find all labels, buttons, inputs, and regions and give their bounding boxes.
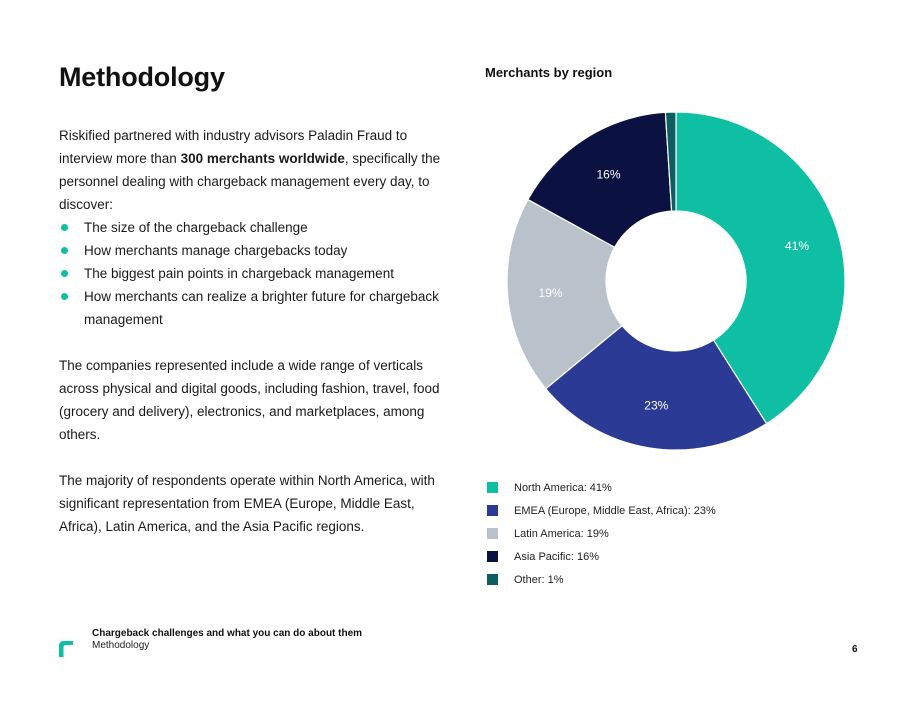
legend-swatch	[487, 551, 498, 562]
legend-item-emea	[487, 499, 716, 522]
legend-swatch	[487, 528, 498, 539]
legend-item-asia-pacific	[487, 545, 716, 568]
regions-paragraph: The majority of respondents operate within North America, with significant representation from EMEA (Europe, Middle East, Africa), Latin America, and the Asia Pacific regions.	[59, 473, 435, 534]
legend-label: Other: 1%	[514, 573, 564, 586]
page-title: Methodology	[59, 62, 225, 92]
intro-text-before: Riskified partnered with industry advisors Paladin Fraud to interview more than	[59, 128, 408, 166]
data-label-asia-pacific: 16%	[596, 167, 621, 182]
legend-label: North America: 41%	[514, 481, 612, 494]
page-number: 6	[852, 644, 858, 655]
data-label-north-america: 41%	[784, 238, 810, 253]
bullet-item: How merchants manage chargebacks today	[59, 239, 449, 262]
intro-text-bold: 300 merchants worldwide	[180, 151, 345, 166]
data-label-latin-america: 19%	[538, 285, 563, 300]
legend-swatch	[487, 482, 498, 493]
legend-label: Asia Pacific: 16%	[514, 550, 599, 563]
chart-title: Merchants by region	[485, 65, 613, 80]
intro-text-after: , specifically the personnel dealing with chargeback management every day, to discover:	[59, 151, 441, 212]
chart-legend	[487, 476, 716, 591]
footer-title: Chargeback challenges and what you can do about them	[92, 628, 363, 639]
legend-label: Latin America: 19%	[514, 527, 609, 540]
legend-label: EMEA (Europe, Middle East, Africa): 23%	[514, 504, 716, 517]
legend-item-latin-america	[487, 522, 716, 545]
riskified-logo-icon	[58, 640, 74, 658]
footer-subtitle: Methodology	[92, 640, 150, 651]
legend-item-other	[487, 568, 716, 591]
bullet-item: The biggest pain points in chargeback management	[59, 262, 449, 285]
legend-swatch	[487, 505, 498, 516]
verticals-paragraph: The companies represented include a wide range of verticals across physical and digital goods, including fashion, travel, food (grocery and delivery), electronics, and marketplaces, among others.	[59, 358, 440, 442]
legend-swatch	[487, 574, 498, 585]
legend-item-north-america	[487, 476, 716, 499]
bullet-item: How merchants can realize a brighter future for chargeback management	[59, 285, 449, 331]
data-label-emea: 23%	[644, 398, 669, 413]
bullet-item: The size of the chargeback challenge	[59, 216, 449, 239]
